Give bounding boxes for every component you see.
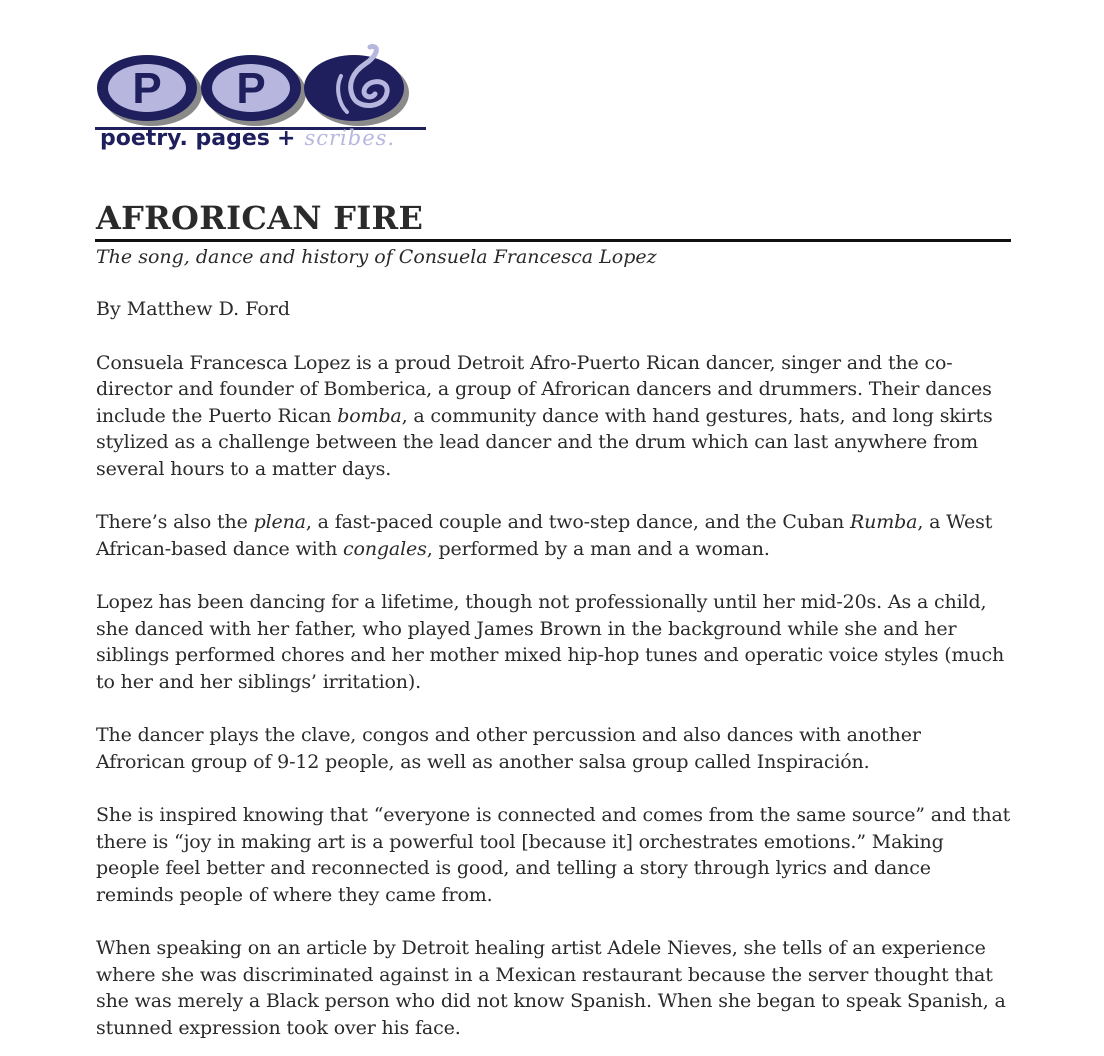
article-subtitle: The song, dance and history of Consuela Francesca Lopez xyxy=(96,246,657,268)
article xyxy=(96,198,1011,1041)
article-paragraph xyxy=(96,802,1011,908)
paragraph-text: Lopez has been dancing for a lifetime, though not professionally until her mid-20s. As a child, she danced with her father, who played James Brown in the background while she and her siblings performed chores and her mother mixed hip-hop tunes and operatic voice styles (much to her and her siblings’ irritation). xyxy=(96,591,1005,693)
pps-logo-letters xyxy=(95,42,435,132)
site-logo[interactable] xyxy=(95,42,435,162)
logo-wordmark-plus: + xyxy=(276,126,296,151)
article-paragraph xyxy=(96,722,1011,775)
paragraph-text: When speaking on an article by Detroit healing artist Adele Nieves, she tells of an experience where she was discriminated against in a Mexican restaurant because the server thought that she was merely a Black person who did not know Spanish. When she began to speak Spanish, a stunned expression took over his face. xyxy=(96,937,1006,1039)
logo-letter-p2: P xyxy=(236,64,266,113)
article-paragraph xyxy=(96,509,1011,562)
paragraph-text: , a community dance with hand gestures, hats, and long skirts stylized as a challenge between the lead dancer and the drum which can last anywhere from several hours to a matter days. xyxy=(96,404,993,480)
paragraph-text: , a fast-paced couple and two-step dance, and the Cuban xyxy=(305,511,851,533)
article-paragraph xyxy=(96,935,1011,1041)
paragraph-text: , a West African-based dance with xyxy=(96,511,993,560)
italic-term: bomba xyxy=(337,404,402,427)
italic-term: Rumba xyxy=(850,511,918,533)
paragraph-text: The dancer plays the clave, congos and other percussion and also dances with another Afrorican group of 9-12 people, as well as another salsa group called Inspiración. xyxy=(96,724,921,773)
paragraph-text: There’s also the xyxy=(96,511,254,533)
logo-wordmark-main: poetry. pages xyxy=(100,126,270,151)
paragraph-text: Consuela Francesca Lopez is a proud Detroit Afro-Puerto Rican dancer, singer and the co-director and founder of Bomberica, a group of Afrorican dancers and drummers. Their dances include the Puerto Rican xyxy=(96,351,992,427)
article-byline: By Matthew D. Ford xyxy=(96,298,291,320)
article-paragraph xyxy=(96,350,1011,483)
article-body xyxy=(96,350,1011,1042)
paragraph-text: She is inspired knowing that “everyone is connected and comes from the same source” and that there is “joy in making art is a powerful tool [because it] orchestrates emotions.” Making people feel better and reconnected is good, and telling a story through lyrics and dance reminds people of where they came from. xyxy=(96,804,1011,906)
italic-term: congales xyxy=(343,537,427,560)
italic-term: plena xyxy=(253,511,306,533)
logo-letter-p1: P xyxy=(132,64,162,113)
article-title: AFRORICAN FIRE xyxy=(96,199,424,237)
article-paragraph xyxy=(96,589,1011,695)
logo-wordmark xyxy=(100,128,395,150)
paragraph-text: , performed by a man and a woman. xyxy=(426,537,770,560)
logo-wordmark-script: scribes. xyxy=(304,126,396,150)
